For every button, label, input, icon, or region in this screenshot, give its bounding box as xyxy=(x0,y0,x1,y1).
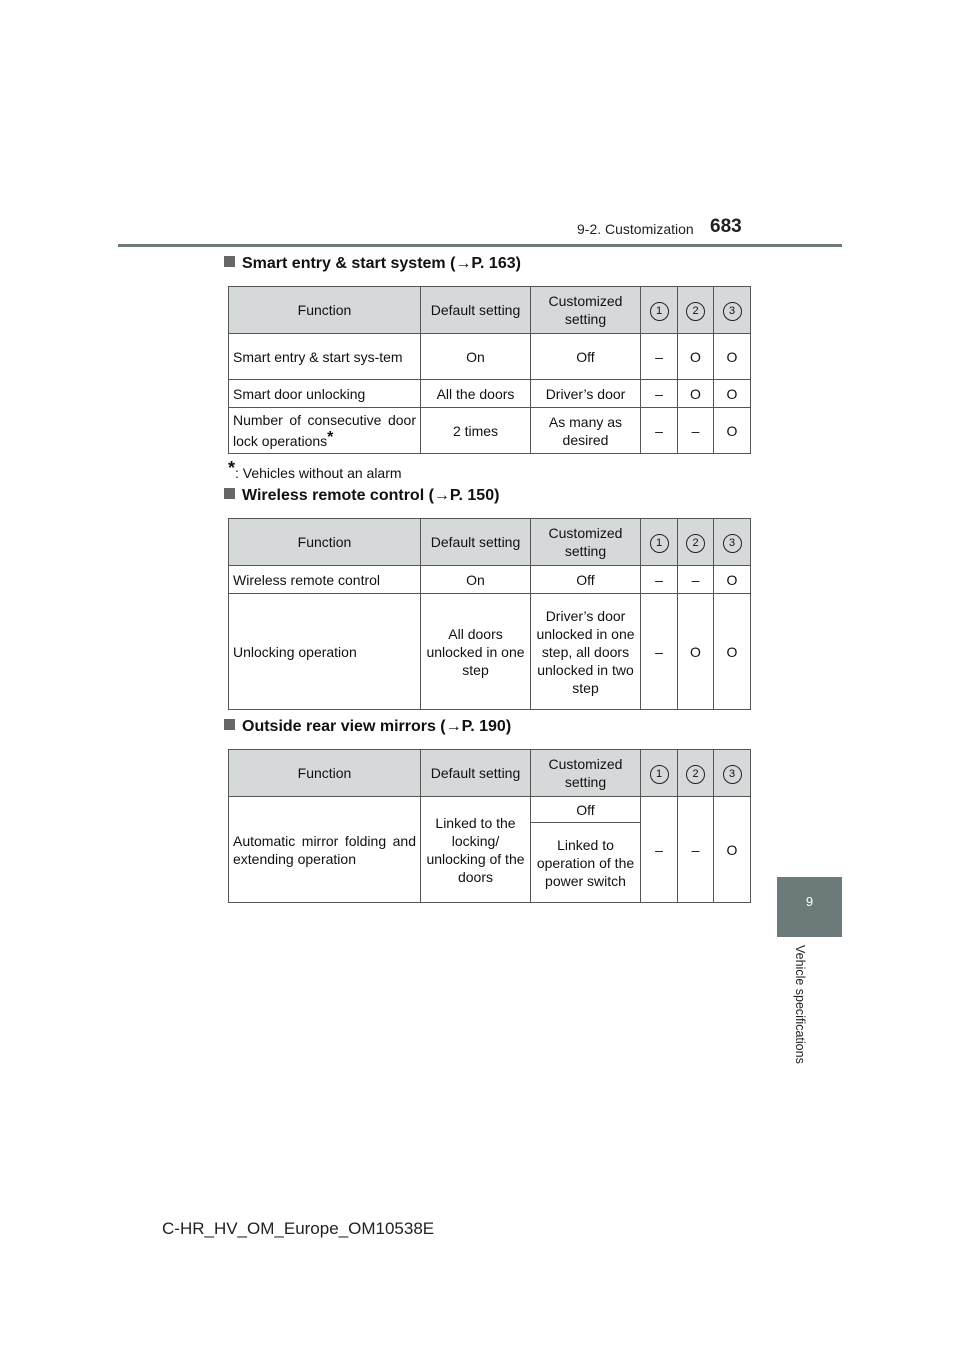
cell-c2: – xyxy=(678,797,714,903)
cell-default: On xyxy=(421,334,531,380)
table-header-row xyxy=(229,519,751,566)
section-title-mirrors: Outside rear view mirrors (→P. 190) xyxy=(224,718,511,736)
section-heading: 9-2. Customization xyxy=(577,221,694,237)
cell-customized-b: Linked to operation of the power switch xyxy=(531,823,641,903)
col-default: Default setting xyxy=(421,750,531,797)
cell-c1: – xyxy=(641,408,678,454)
col-1: 1 xyxy=(641,287,678,334)
document-code: C-HR_HV_OM_Europe_OM10538E xyxy=(162,1219,435,1238)
cell-c2: – xyxy=(678,566,714,594)
col-3: 3 xyxy=(714,519,751,566)
footnote: *: Vehicles without an alarm xyxy=(228,458,402,481)
cell-function: Smart door unlocking xyxy=(229,380,421,408)
cell-function: Smart entry & start sys-tem xyxy=(229,334,421,380)
cell-function: Unlocking operation xyxy=(229,594,421,710)
section-title-smart-entry: Smart entry & start system (→P. 163) xyxy=(224,255,521,273)
table-header-row xyxy=(229,287,751,334)
col-customized: Customized setting xyxy=(531,519,641,566)
table-wireless-remote xyxy=(228,518,751,710)
cell-c1: – xyxy=(641,334,678,380)
square-bullet-icon xyxy=(224,256,235,267)
cell-customized: Off xyxy=(531,334,641,380)
cell-c3: O xyxy=(714,408,751,454)
cell-c2: O xyxy=(678,380,714,408)
cell-customized: Off xyxy=(531,566,641,594)
cell-c3: O xyxy=(714,797,751,903)
table-mirrors xyxy=(228,749,751,903)
cell-c1: – xyxy=(641,380,678,408)
cell-customized: Driver’s door xyxy=(531,380,641,408)
col-3: 3 xyxy=(714,750,751,797)
table-row xyxy=(229,594,751,710)
chapter-label: Vehicle specifications xyxy=(793,945,807,1064)
cell-c3: O xyxy=(714,566,751,594)
square-bullet-icon xyxy=(224,719,235,730)
cell-default: 2 times xyxy=(421,408,531,454)
col-3: 3 xyxy=(714,287,751,334)
table-header-row xyxy=(229,750,751,797)
cell-customized-a: Off xyxy=(531,797,641,823)
col-1: 1 xyxy=(641,750,678,797)
col-default: Default setting xyxy=(421,519,531,566)
col-2: 2 xyxy=(678,287,714,334)
cell-c3: O xyxy=(714,334,751,380)
cell-c2: O xyxy=(678,594,714,710)
table-row xyxy=(229,334,751,380)
table-row xyxy=(229,408,751,454)
cell-function: Automatic mirror folding and extending operation xyxy=(229,797,421,903)
cell-c3: O xyxy=(714,594,751,710)
cell-c3: O xyxy=(714,380,751,408)
table-smart-entry xyxy=(228,286,751,454)
cell-default: Linked to the locking/ unlocking of the doors xyxy=(421,797,531,903)
page-number: 683 xyxy=(710,216,742,237)
cell-c1: – xyxy=(641,797,678,903)
cell-customized: As many as desired xyxy=(531,408,641,454)
cell-c2: O xyxy=(678,334,714,380)
footnote-mark: * xyxy=(327,429,334,446)
cell-c1: – xyxy=(641,566,678,594)
cell-function: Wireless remote control xyxy=(229,566,421,594)
col-1: 1 xyxy=(641,519,678,566)
cell-default: All doors unlocked in one step xyxy=(421,594,531,710)
col-customized: Customized setting xyxy=(531,287,641,334)
col-2: 2 xyxy=(678,750,714,797)
chapter-tab: 9 xyxy=(777,877,842,937)
cell-default: On xyxy=(421,566,531,594)
col-function: Function xyxy=(229,287,421,334)
cell-c2: – xyxy=(678,408,714,454)
cell-default: All the doors xyxy=(421,380,531,408)
col-2: 2 xyxy=(678,519,714,566)
header-divider xyxy=(118,244,842,247)
section-title-wireless-remote: Wireless remote control (→P. 150) xyxy=(224,487,499,505)
cell-function: Number of consecutive door lock operations* xyxy=(229,408,421,454)
col-function: Function xyxy=(229,519,421,566)
square-bullet-icon xyxy=(224,488,235,499)
table-row xyxy=(229,566,751,594)
col-customized: Customized setting xyxy=(531,750,641,797)
col-function: Function xyxy=(229,750,421,797)
table-row xyxy=(229,380,751,408)
table-row xyxy=(229,797,751,823)
cell-customized: Driver’s door unlocked in one step, all doors unlocked in two step xyxy=(531,594,641,710)
cell-c1: – xyxy=(641,594,678,710)
col-default: Default setting xyxy=(421,287,531,334)
